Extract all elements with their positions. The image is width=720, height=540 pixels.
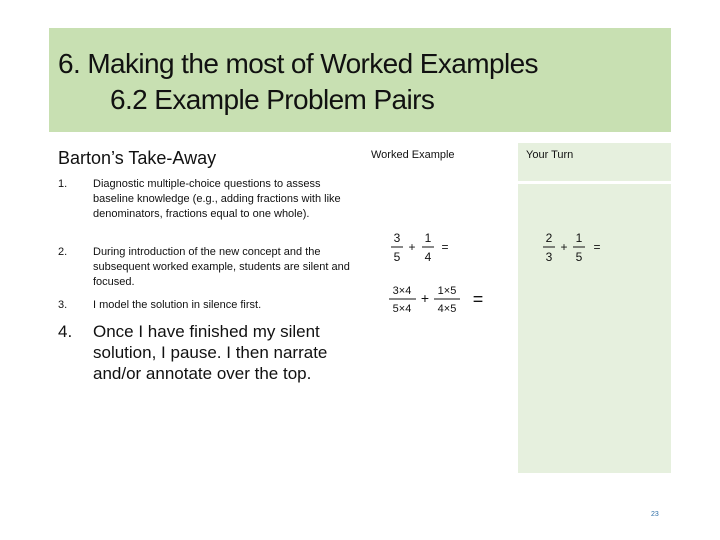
list-item-number: 1. — [58, 178, 68, 190]
list-item-number: 3. — [58, 299, 68, 311]
header-worked-example: Worked Example — [363, 143, 516, 181]
worked-example-equation-2 — [386, 282, 486, 318]
list-item-text: During introduction of the new concept and the subsequent worked example, students are silent and focused. — [93, 246, 350, 288]
fraction-numerator: 3 — [393, 231, 401, 245]
list-item-number: 4. — [58, 322, 73, 341]
takeaway-heading: Barton’s Take-Away — [58, 148, 217, 168]
plus-sign: + — [408, 240, 416, 254]
title-banner — [49, 28, 671, 132]
worked-example-equation-1 — [388, 230, 458, 270]
your-turn-cell — [518, 184, 671, 473]
page-number: 23 — [651, 511, 659, 518]
fraction-numerator: 1 — [424, 231, 432, 245]
plus-sign: + — [560, 240, 568, 254]
list-item-text: Diagnostic multiple-choice questions to assess baseline knowledge (e.g., adding fractions with like denominators, fractions equal to one whole). — [93, 178, 341, 220]
slide-title: 6. Making the most of Worked Examples — [58, 48, 538, 79]
equals-sign: = — [441, 240, 449, 254]
equals-sign: = — [472, 289, 484, 309]
fraction-denominator: 3 — [545, 250, 553, 264]
list-item-text: I model the solution in silence first. — [93, 299, 262, 311]
header-your-turn: Your Turn — [518, 143, 671, 181]
list-item-text: Once I have finished my silent solution, I pause. I then narrate and/or annotate over the top. — [93, 322, 328, 383]
slide-subtitle: 6.2 Example Problem Pairs — [110, 84, 435, 115]
fraction-denominator: 4×5 — [437, 303, 457, 315]
fraction-numerator: 1 — [575, 231, 583, 245]
fraction-denominator: 4 — [424, 250, 432, 264]
fraction-denominator: 5 — [393, 250, 401, 264]
fraction-numerator: 2 — [545, 231, 553, 245]
fraction-denominator: 5 — [575, 250, 583, 264]
equals-sign: = — [593, 240, 601, 254]
fraction-numerator: 3×4 — [392, 285, 412, 297]
list-item-number: 2. — [58, 246, 68, 258]
plus-sign: + — [420, 290, 430, 306]
your-turn-equation — [540, 230, 610, 270]
fraction-numerator: 1×5 — [437, 285, 457, 297]
fraction-denominator: 5×4 — [392, 303, 412, 315]
worked-example-cell — [363, 184, 516, 473]
